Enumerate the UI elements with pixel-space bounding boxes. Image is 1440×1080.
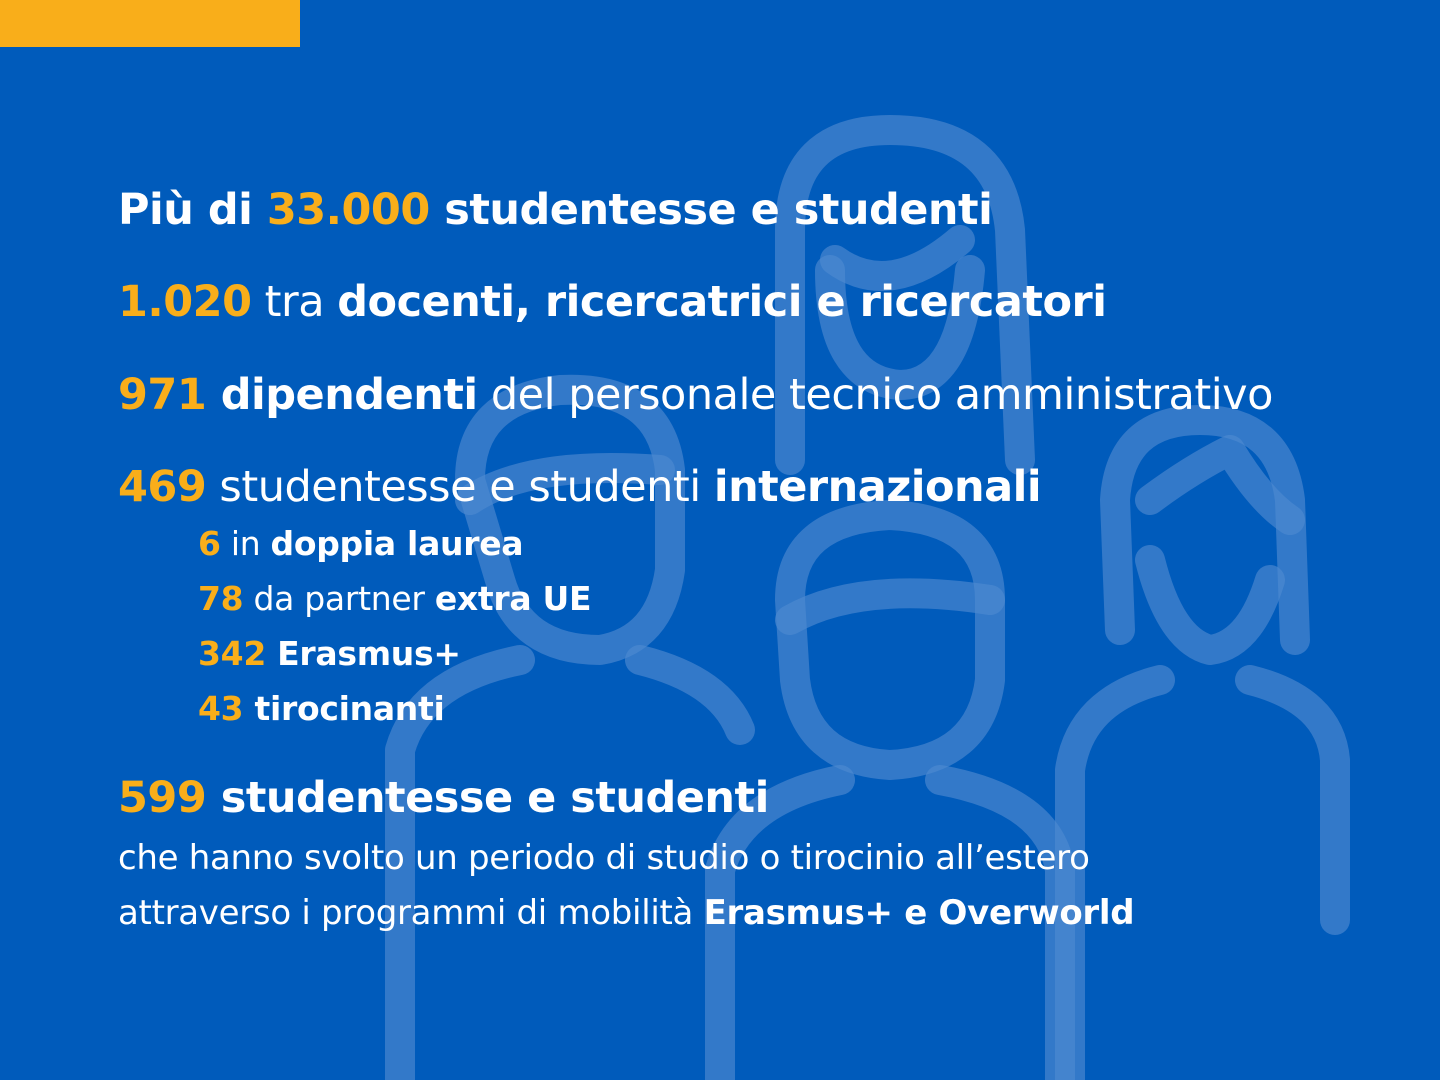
stat-label: docenti, ricercatrici e ricercatori (337, 277, 1107, 327)
stat-label: Erasmus+ (265, 634, 461, 673)
stat-staff (118, 370, 1273, 420)
stat-connector: da partner (243, 579, 435, 618)
stat-label: doppia laurea (270, 524, 524, 563)
stat-label-bold: dipendenti (206, 370, 478, 420)
stat-label: studentesse e studenti (429, 185, 993, 235)
stat-number: 599 (118, 773, 207, 823)
stat-label: internazionali (713, 462, 1042, 512)
stat-connector: in (220, 524, 271, 563)
stat-number: 6 (198, 524, 221, 563)
stat-prefix: Più di (118, 185, 267, 235)
stat-international (118, 462, 1041, 512)
stat-label: tirocinanti (243, 689, 445, 728)
stat-number: 78 (198, 579, 244, 618)
stat-number: 1.020 (118, 277, 252, 327)
stat-connector: tra (251, 277, 338, 327)
stat-students-total (118, 185, 992, 235)
stat-number: 971 (118, 370, 207, 420)
stat-connector: studentesse e studenti (206, 462, 714, 512)
programs-label: Erasmus+ e Overworld (703, 893, 1135, 933)
stat-label: extra UE (434, 579, 592, 618)
stat-faculty (118, 277, 1106, 327)
stat-number: 43 (198, 689, 244, 728)
stat-double-degree (198, 524, 523, 563)
stat-extra-eu (198, 579, 591, 618)
stat-label: del personale tecnico amministrativo (477, 370, 1273, 420)
stat-number: 469 (118, 462, 207, 512)
stat-outgoing (118, 773, 769, 823)
stat-outgoing-description (118, 838, 1090, 878)
description-text: che hanno svolto un periodo di studio o tirocinio all’estero (118, 838, 1090, 878)
stat-erasmus (198, 634, 461, 673)
stat-outgoing-programs (118, 893, 1134, 933)
stat-number: 33.000 (266, 185, 430, 235)
stat-number: 342 (198, 634, 266, 673)
description-text: attraverso i programmi di mobilità (118, 893, 704, 933)
stat-trainees (198, 689, 444, 728)
stat-label: studentesse e studenti (206, 773, 769, 823)
